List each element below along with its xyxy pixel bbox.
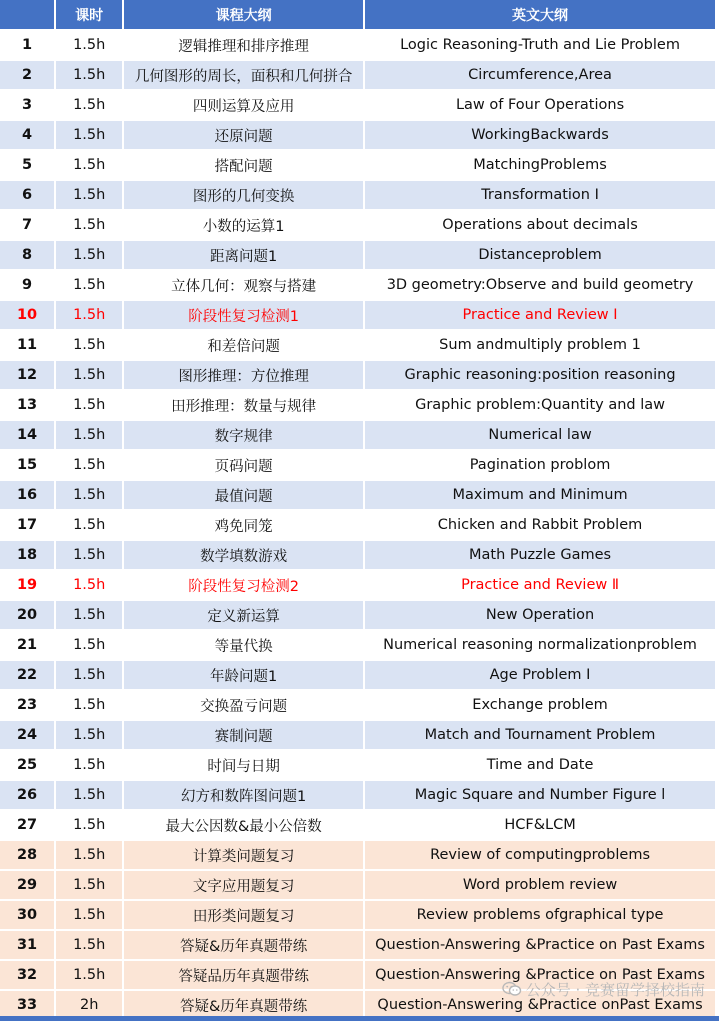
lesson-number: 10 (0, 301, 54, 331)
lesson-outline-cn: 阶段性复习检测2 (124, 571, 363, 601)
lesson-outline-en: Age Problem I (365, 661, 715, 691)
lesson-outline-cn: 答疑&历年真题带练 (124, 931, 363, 961)
watermark (502, 979, 705, 1001)
lesson-outline-en: Word problem review (365, 871, 715, 901)
lesson-hours: 1.5h (56, 301, 122, 331)
lesson-outline-cn: 还原问题 (124, 121, 363, 151)
table-row (0, 121, 715, 151)
lesson-outline-en: Logic Reasoning-Truth and Lie Problem (365, 31, 715, 61)
lesson-outline-en: Pagination problom (365, 451, 715, 481)
lesson-hours: 1.5h (56, 751, 122, 781)
lesson-outline-en: Question-Answering &Practice on Past Exams (365, 961, 715, 991)
header-row (0, 0, 715, 31)
lesson-outline-cn: 和差倍问题 (124, 331, 363, 361)
lesson-hours: 1.5h (56, 31, 122, 61)
table-row (0, 631, 715, 661)
table-row (0, 271, 715, 301)
lesson-outline-cn: 时间与日期 (124, 751, 363, 781)
lesson-hours: 1.5h (56, 331, 122, 361)
lesson-hours: 1.5h (56, 811, 122, 841)
lesson-number: 18 (0, 541, 54, 571)
lesson-outline-cn: 页码问题 (124, 451, 363, 481)
lesson-hours: 1.5h (56, 781, 122, 811)
lesson-hours: 1.5h (56, 931, 122, 961)
lesson-number: 2 (0, 61, 54, 91)
table-row (0, 241, 715, 271)
lesson-hours: 2h (56, 991, 122, 1021)
lesson-outline-cn: 最值问题 (124, 481, 363, 511)
lesson-outline-cn: 逻辑推理和排序推理 (124, 31, 363, 61)
lesson-outline-cn: 幻方和数阵图问题1 (124, 781, 363, 811)
lesson-number: 21 (0, 631, 54, 661)
lesson-outline-en: Sum andmultiply problem 1 (365, 331, 715, 361)
lesson-hours: 1.5h (56, 841, 122, 871)
lesson-number: 16 (0, 481, 54, 511)
lesson-outline-cn: 图形的几何变换 (124, 181, 363, 211)
lesson-outline-en: Graphic problem:Quantity and law (365, 391, 715, 421)
lesson-outline-en: Transformation I (365, 181, 715, 211)
lesson-hours: 1.5h (56, 721, 122, 751)
lesson-number: 12 (0, 361, 54, 391)
lesson-number: 30 (0, 901, 54, 931)
table-row (0, 451, 715, 481)
table-row (0, 811, 715, 841)
lesson-outline-cn: 年龄问题1 (124, 661, 363, 691)
header-num (0, 0, 54, 31)
lesson-number: 8 (0, 241, 54, 271)
lesson-number: 32 (0, 961, 54, 991)
lesson-outline-en: Math Puzzle Games (365, 541, 715, 571)
lesson-outline-cn: 数学填数游戏 (124, 541, 363, 571)
lesson-outline-en: Graphic reasoning:position reasoning (365, 361, 715, 391)
lesson-outline-en: Maximum and Minimum (365, 481, 715, 511)
lesson-number: 3 (0, 91, 54, 121)
lesson-outline-en: WorkingBackwards (365, 121, 715, 151)
lesson-number: 11 (0, 331, 54, 361)
lesson-number: 7 (0, 211, 54, 241)
table-row (0, 391, 715, 421)
lesson-outline-en: Question-Answering &Practice on Past Exams (365, 931, 715, 961)
lesson-outline-cn: 田形类问题复习 (124, 901, 363, 931)
lesson-hours: 1.5h (56, 601, 122, 631)
lesson-outline-cn: 定义新运算 (124, 601, 363, 631)
lesson-number: 28 (0, 841, 54, 871)
table-row (0, 541, 715, 571)
table-row (0, 751, 715, 781)
lesson-outline-en: Operations about decimals (365, 211, 715, 241)
lesson-outline-en: Review of computingproblems (365, 841, 715, 871)
table-row (0, 721, 715, 751)
lesson-number: 4 (0, 121, 54, 151)
lesson-number: 1 (0, 31, 54, 61)
table-row (0, 871, 715, 901)
lesson-outline-en: Numerical reasoning normalizationproblem (365, 631, 715, 661)
lesson-outline-cn: 搭配问题 (124, 151, 363, 181)
bottom-bar (0, 1016, 719, 1021)
lesson-number: 15 (0, 451, 54, 481)
lesson-number: 19 (0, 571, 54, 601)
lesson-number: 22 (0, 661, 54, 691)
lesson-hours: 1.5h (56, 511, 122, 541)
lesson-outline-en: 3D geometry:Observe and build geometry (365, 271, 715, 301)
table-row (0, 511, 715, 541)
table-row (0, 421, 715, 451)
table-row (0, 781, 715, 811)
lesson-number: 6 (0, 181, 54, 211)
lesson-outline-en: Numerical law (365, 421, 715, 451)
table-row (0, 601, 715, 631)
lesson-number: 23 (0, 691, 54, 721)
lesson-outline-en: Review problems ofgraphical type (365, 901, 715, 931)
lesson-hours: 1.5h (56, 151, 122, 181)
lesson-outline-en: Exchange problem (365, 691, 715, 721)
lesson-outline-cn: 小数的运算1 (124, 211, 363, 241)
lesson-hours: 1.5h (56, 481, 122, 511)
lesson-outline-cn: 答疑品历年真题带练 (124, 961, 363, 991)
lesson-outline-cn: 数字规律 (124, 421, 363, 451)
table-row (0, 151, 715, 181)
lesson-outline-cn: 答疑&历年真题带练 (124, 991, 363, 1021)
table-row (0, 841, 715, 871)
table-row (0, 211, 715, 241)
lesson-outline-en: HCF&LCM (365, 811, 715, 841)
lesson-hours: 1.5h (56, 451, 122, 481)
table-row (0, 61, 715, 91)
lesson-number: 17 (0, 511, 54, 541)
lesson-hours: 1.5h (56, 961, 122, 991)
table-row (0, 901, 715, 931)
lesson-outline-en: Law of Four Operations (365, 91, 715, 121)
table-row (0, 31, 715, 61)
table-row (0, 181, 715, 211)
lesson-outline-cn: 图形推理：方位推理 (124, 361, 363, 391)
lesson-hours: 1.5h (56, 421, 122, 451)
lesson-outline-en: New Operation (365, 601, 715, 631)
lesson-hours: 1.5h (56, 271, 122, 301)
lesson-outline-en: MatchingProblems (365, 151, 715, 181)
lesson-number: 5 (0, 151, 54, 181)
table-row (0, 91, 715, 121)
header-outline: 课程大纲 (124, 0, 363, 31)
table-row (0, 571, 715, 601)
lesson-outline-en: Distanceproblem (365, 241, 715, 271)
lesson-outline-cn: 文字应用题复习 (124, 871, 363, 901)
header-english: 英文大纲 (365, 0, 715, 31)
lesson-outline-en: Practice and Review I (365, 301, 715, 331)
lesson-outline-cn: 最大公因数&最小公倍数 (124, 811, 363, 841)
lesson-hours: 1.5h (56, 661, 122, 691)
lesson-hours: 1.5h (56, 541, 122, 571)
wechat-icon (502, 981, 522, 1001)
lesson-number: 33 (0, 991, 54, 1021)
lesson-number: 20 (0, 601, 54, 631)
lesson-outline-cn: 赛制问题 (124, 721, 363, 751)
lesson-outline-en: Time and Date (365, 751, 715, 781)
table-row (0, 691, 715, 721)
lesson-hours: 1.5h (56, 391, 122, 421)
lesson-outline-cn: 距离问题1 (124, 241, 363, 271)
table-row (0, 661, 715, 691)
lesson-outline-en: Question-Answering &Practice onPast Exams (365, 991, 715, 1021)
lesson-outline-en: Chicken and Rabbit Problem (365, 511, 715, 541)
lesson-number: 31 (0, 931, 54, 961)
lesson-hours: 1.5h (56, 211, 122, 241)
lesson-number: 27 (0, 811, 54, 841)
table-row (0, 931, 715, 961)
lesson-hours: 1.5h (56, 91, 122, 121)
table-row (0, 361, 715, 391)
lesson-number: 13 (0, 391, 54, 421)
lesson-hours: 1.5h (56, 871, 122, 901)
table-row (0, 481, 715, 511)
table-row (0, 301, 715, 331)
lesson-number: 24 (0, 721, 54, 751)
lesson-hours: 1.5h (56, 901, 122, 931)
lesson-outline-cn: 立体几何：观察与搭建 (124, 271, 363, 301)
lesson-number: 29 (0, 871, 54, 901)
lesson-hours: 1.5h (56, 181, 122, 211)
lesson-outline-en: Match and Tournament Problem (365, 721, 715, 751)
table-row (0, 331, 715, 361)
lesson-outline-cn: 阶段性复习检测1 (124, 301, 363, 331)
lesson-outline-cn: 几何图形的周长，面积和几何拼合 (124, 61, 363, 91)
lesson-number: 26 (0, 781, 54, 811)
lesson-outline-cn: 计算类问题复习 (124, 841, 363, 871)
lesson-outline-en: Circumference,Area (365, 61, 715, 91)
lesson-outline-cn: 等量代换 (124, 631, 363, 661)
lesson-outline-cn: 田形推理：数量与规律 (124, 391, 363, 421)
lesson-number: 9 (0, 271, 54, 301)
lesson-outline-cn: 交换盈亏问题 (124, 691, 363, 721)
lesson-hours: 1.5h (56, 571, 122, 601)
header-hours: 课时 (56, 0, 122, 31)
lesson-outline-cn: 鸡免同笼 (124, 511, 363, 541)
lesson-hours: 1.5h (56, 121, 122, 151)
watermark-text: 公众号 · 竞赛留学择校指南 (525, 981, 705, 999)
lesson-hours: 1.5h (56, 631, 122, 661)
lesson-outline-en: Magic Square and Number Figure l (365, 781, 715, 811)
lesson-hours: 1.5h (56, 61, 122, 91)
lesson-hours: 1.5h (56, 691, 122, 721)
lesson-hours: 1.5h (56, 361, 122, 391)
lesson-outline-cn: 四则运算及应用 (124, 91, 363, 121)
lesson-number: 14 (0, 421, 54, 451)
lesson-number: 25 (0, 751, 54, 781)
lesson-outline-en: Practice and Review Ⅱ (365, 571, 715, 601)
lesson-hours: 1.5h (56, 241, 122, 271)
